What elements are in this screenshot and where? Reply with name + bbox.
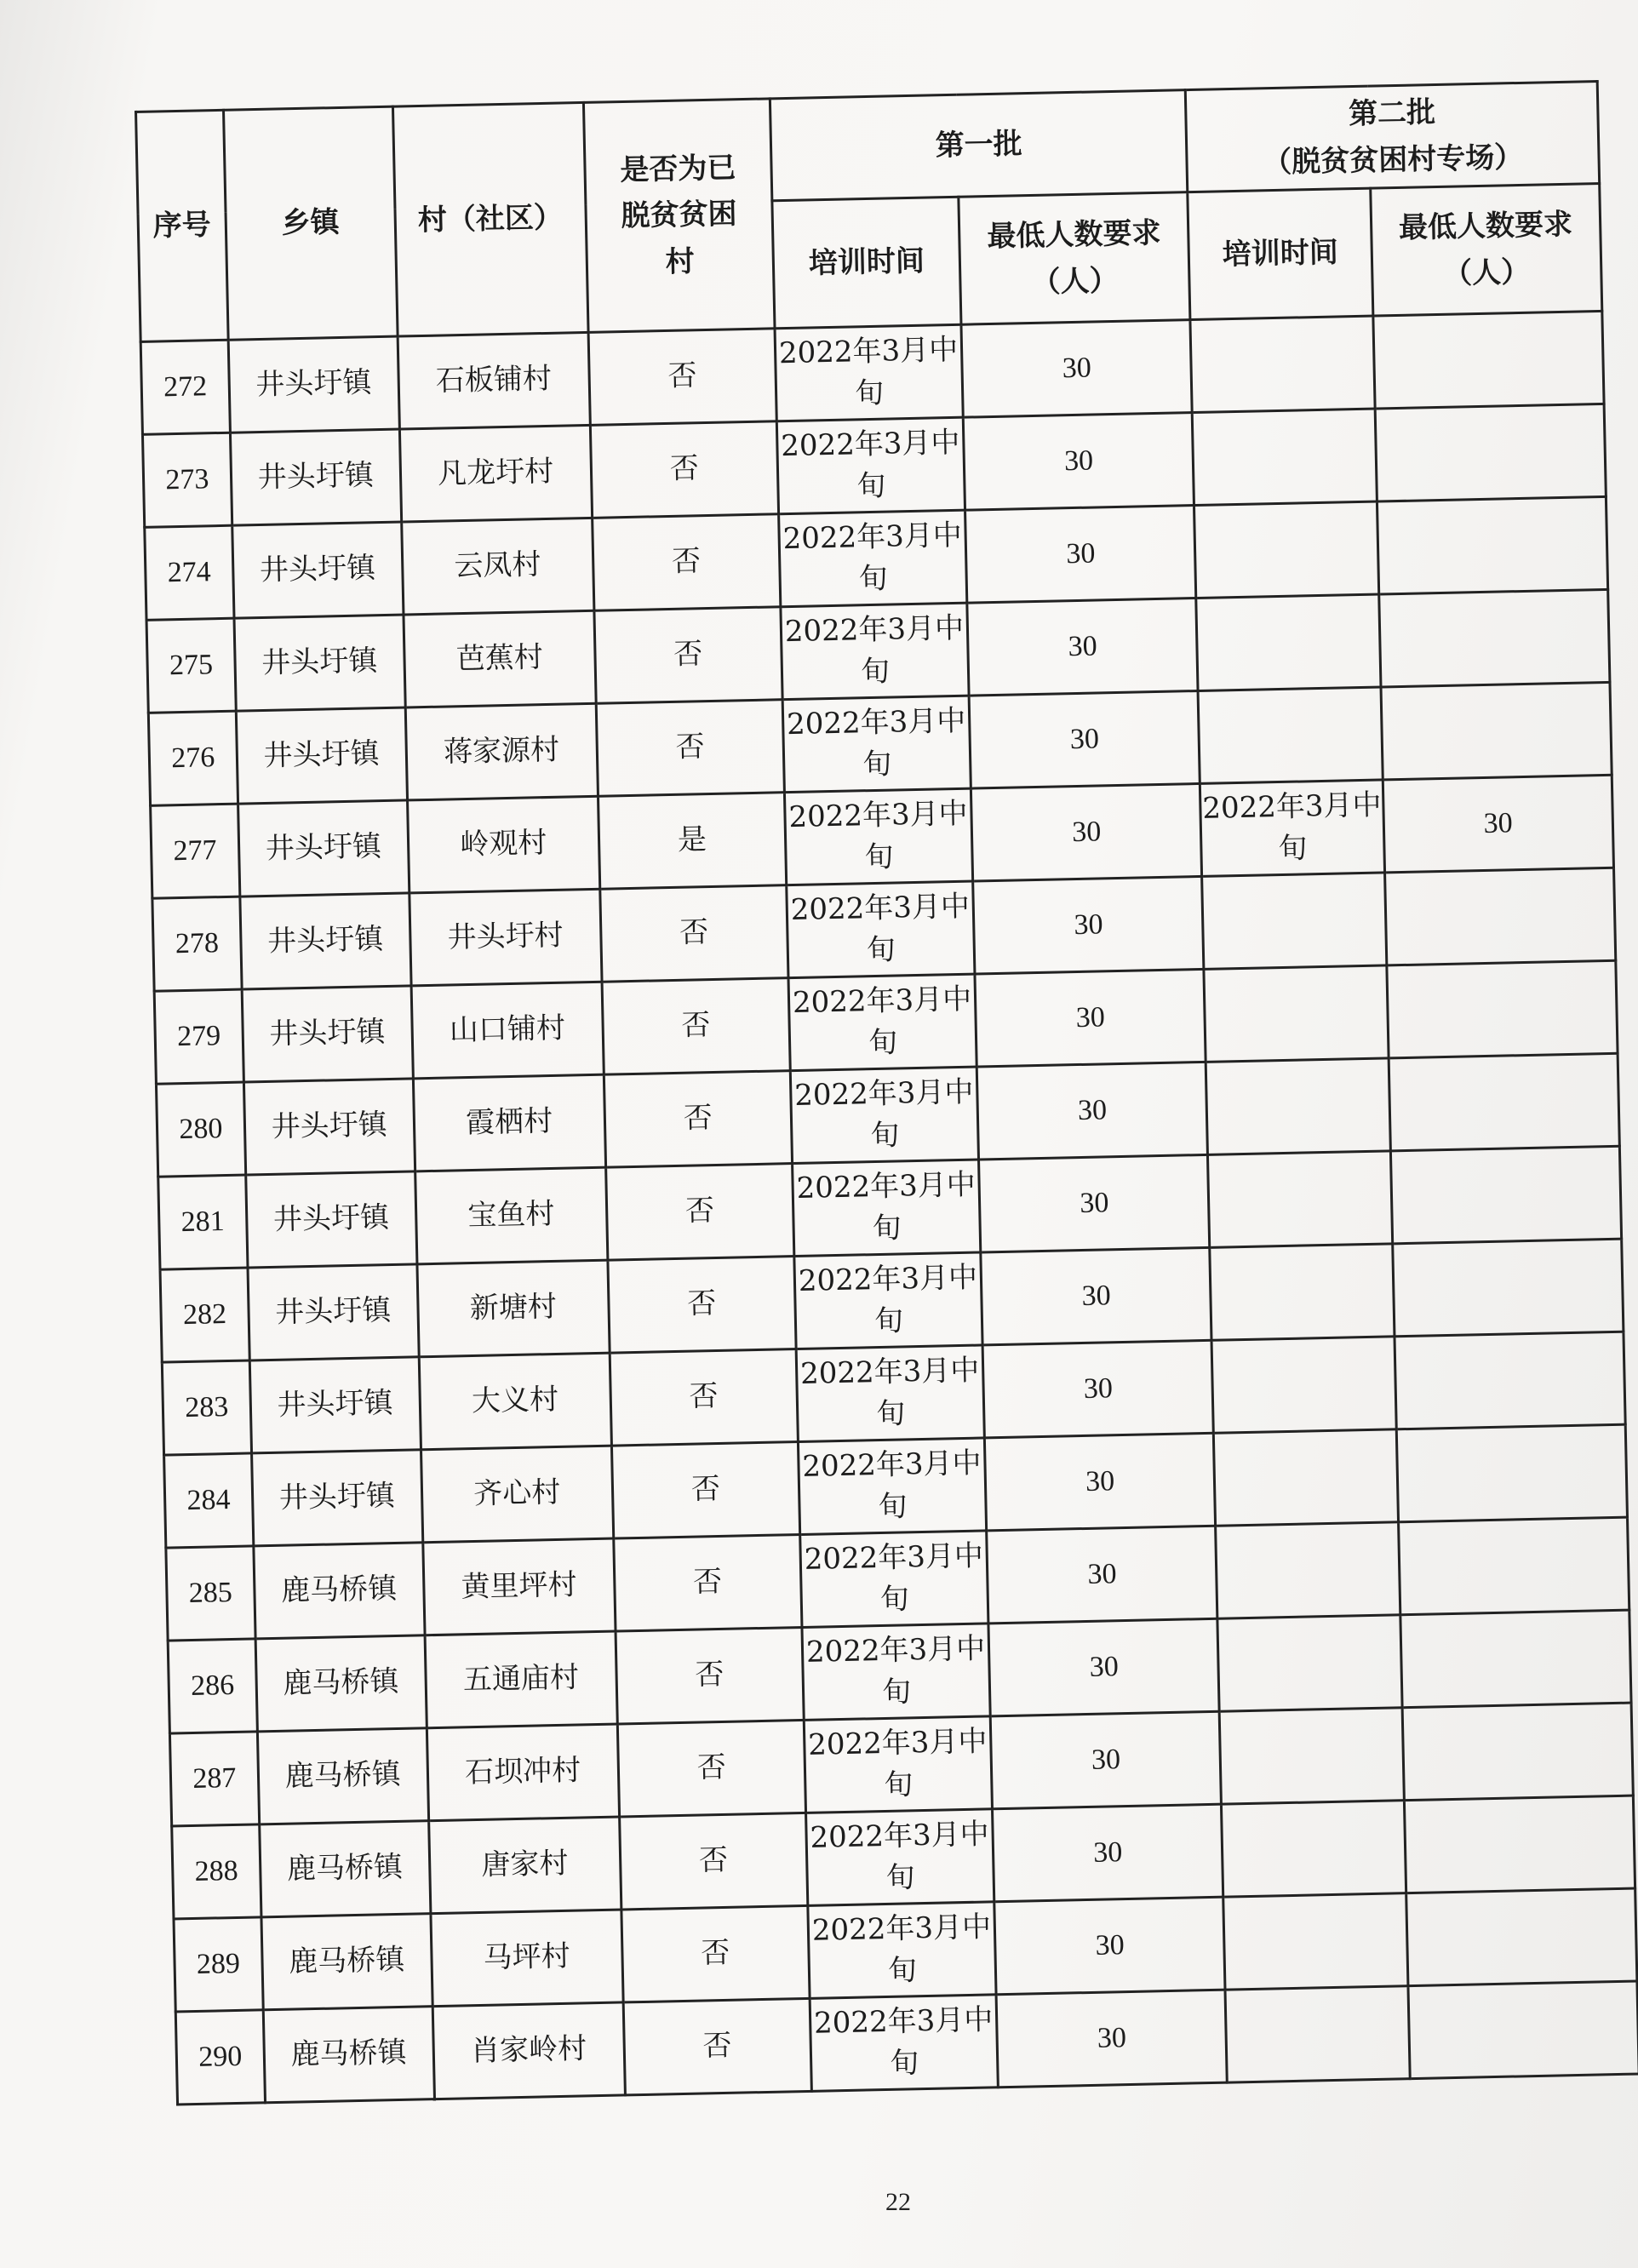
row-village: 马坪村 <box>431 1910 623 2007</box>
row-min-people-1: 30 <box>963 413 1194 511</box>
row-seq: 287 <box>169 1732 259 1826</box>
row-poverty-flag: 否 <box>613 1534 801 1631</box>
row-train-time-2 <box>1202 873 1386 969</box>
row-village: 岭观村 <box>407 796 599 893</box>
row-train-time-1: 2022年3月中旬 <box>808 1902 996 1999</box>
row-train-time-2 <box>1216 1522 1400 1618</box>
row-min-people-2 <box>1400 1610 1631 1708</box>
row-poverty-flag: 否 <box>616 1627 804 1724</box>
row-town: 井头圩镇 <box>251 1450 422 1546</box>
row-poverty-flag: 否 <box>590 421 778 518</box>
row-poverty-flag: 是 <box>598 793 786 890</box>
row-seq: 273 <box>142 432 232 527</box>
row-min-people-1: 30 <box>979 1154 1211 1252</box>
row-min-people-2 <box>1392 1239 1624 1337</box>
row-min-people-2 <box>1377 496 1608 594</box>
row-train-time-1: 2022年3月中旬 <box>784 788 972 885</box>
row-train-time-2 <box>1193 409 1377 505</box>
row-village: 云凤村 <box>401 518 593 615</box>
row-train-time-1: 2022年3月中旬 <box>804 1716 992 1813</box>
row-min-people-2 <box>1372 311 1604 409</box>
row-town: 鹿马桥镇 <box>263 2007 434 2103</box>
row-min-people-1: 30 <box>981 1247 1212 1345</box>
row-town: 井头圩镇 <box>238 800 409 896</box>
row-seq: 278 <box>152 896 242 991</box>
row-min-people-1: 30 <box>975 969 1206 1067</box>
row-town: 鹿马桥镇 <box>259 1821 430 1917</box>
row-min-people-1: 30 <box>965 506 1197 604</box>
row-train-time-2: 2022年3月中旬 <box>1200 780 1384 876</box>
row-min-people-1: 30 <box>961 320 1193 418</box>
row-poverty-flag: 否 <box>611 1442 799 1539</box>
row-min-people-2 <box>1375 404 1606 501</box>
row-seq: 289 <box>174 1917 263 2012</box>
row-train-time-2 <box>1220 1708 1404 1804</box>
row-min-people-2 <box>1396 1424 1628 1522</box>
row-town: 井头圩镇 <box>249 1357 421 1453</box>
row-town: 井头圩镇 <box>242 986 413 1082</box>
row-train-time-1: 2022年3月中旬 <box>796 1345 984 1442</box>
row-min-people-1: 30 <box>973 876 1205 974</box>
row-seq: 281 <box>158 1175 248 1269</box>
row-town: 鹿马桥镇 <box>255 1635 427 1732</box>
row-poverty-flag: 否 <box>604 1071 792 1168</box>
row-train-time-2 <box>1211 1337 1395 1433</box>
header-village: 村（社区） <box>392 102 588 336</box>
row-poverty-flag: 否 <box>621 1905 810 2002</box>
row-town: 鹿马桥镇 <box>261 1914 432 2010</box>
row-poverty-flag: 否 <box>592 514 780 611</box>
row-seq: 274 <box>145 525 234 620</box>
row-seq: 280 <box>156 1082 245 1177</box>
row-town: 井头圩镇 <box>240 893 411 989</box>
header-min-people-1: 最低人数要求（人） <box>959 192 1190 325</box>
row-seq: 279 <box>154 989 243 1084</box>
row-poverty-flag: 否 <box>608 1257 796 1354</box>
row-min-people-2 <box>1408 1981 1638 2079</box>
row-min-people-2 <box>1398 1517 1629 1615</box>
row-train-time-1: 2022年3月中旬 <box>792 1160 980 1257</box>
row-train-time-1: 2022年3月中旬 <box>776 417 965 514</box>
row-train-time-1: 2022年3月中旬 <box>782 696 971 793</box>
training-schedule-table <box>135 80 1638 2106</box>
row-town: 井头圩镇 <box>232 522 403 618</box>
row-train-time-1: 2022年3月中旬 <box>800 1531 988 1628</box>
row-train-time-2 <box>1204 965 1388 1062</box>
row-seq: 276 <box>148 711 238 805</box>
row-poverty-flag: 否 <box>588 329 776 426</box>
row-seq: 285 <box>166 1546 255 1641</box>
row-min-people-2 <box>1386 960 1618 1058</box>
row-village: 五通庙村 <box>425 1631 617 1728</box>
row-train-time-1: 2022年3月中旬 <box>794 1252 982 1349</box>
row-town: 井头圩镇 <box>228 336 399 432</box>
row-village: 石板铺村 <box>398 332 590 429</box>
row-min-people-2 <box>1390 1146 1622 1244</box>
row-train-time-1: 2022年3月中旬 <box>788 974 976 1071</box>
header-min-people-2: 最低人数要求（人） <box>1370 183 1601 316</box>
row-train-time-1: 2022年3月中旬 <box>790 1067 978 1164</box>
row-min-people-2 <box>1389 1053 1620 1151</box>
row-seq: 288 <box>172 1824 261 1919</box>
row-train-time-2 <box>1217 1615 1401 1711</box>
row-village: 芭蕉村 <box>404 610 596 707</box>
row-train-time-1: 2022年3月中旬 <box>781 603 969 700</box>
table-body <box>140 311 1638 2105</box>
row-min-people-1: 30 <box>987 1526 1218 1624</box>
row-seq: 283 <box>162 1360 251 1455</box>
row-town: 井头圩镇 <box>248 1264 419 1360</box>
row-village: 蒋家源村 <box>405 703 598 800</box>
row-poverty-flag: 否 <box>605 1164 793 1261</box>
row-train-time-2 <box>1206 1058 1390 1154</box>
row-train-time-2 <box>1223 1893 1407 1990</box>
row-poverty-flag: 否 <box>602 978 790 1075</box>
row-train-time-1: 2022年3月中旬 <box>778 510 966 607</box>
row-min-people-2 <box>1402 1703 1634 1801</box>
row-train-time-2 <box>1222 1801 1406 1897</box>
row-seq: 277 <box>151 804 240 898</box>
row-min-people-2 <box>1406 1888 1637 1986</box>
row-min-people-1: 30 <box>969 690 1200 788</box>
header-poverty-flag: 是否为已脱贫贫困村 <box>583 99 775 333</box>
row-train-time-2 <box>1210 1244 1394 1340</box>
row-town: 井头圩镇 <box>243 1079 415 1175</box>
header-batch2 <box>1186 82 1600 192</box>
row-train-time-2 <box>1198 687 1382 783</box>
row-village: 新塘村 <box>417 1260 610 1357</box>
row-min-people-1: 30 <box>993 1804 1224 1902</box>
header-batch1: 第一批 <box>770 90 1188 201</box>
header-town: 乡镇 <box>223 106 398 340</box>
header-train-time-1: 培训时间 <box>772 197 961 329</box>
row-min-people-1: 30 <box>988 1618 1220 1716</box>
row-seq: 272 <box>140 340 230 434</box>
row-poverty-flag: 否 <box>599 885 788 982</box>
row-min-people-2: 30 <box>1383 775 1614 873</box>
row-train-time-1: 2022年3月中旬 <box>805 1809 994 1906</box>
row-train-time-2 <box>1225 1986 1409 2082</box>
row-village: 黄里坪村 <box>422 1538 615 1635</box>
row-town: 井头圩镇 <box>245 1171 416 1268</box>
row-village: 大义村 <box>419 1353 611 1450</box>
row-min-people-1: 30 <box>994 1897 1226 1995</box>
row-min-people-2 <box>1384 868 1616 965</box>
row-town: 井头圩镇 <box>230 429 401 525</box>
row-train-time-2 <box>1194 501 1378 598</box>
row-poverty-flag: 否 <box>596 700 784 797</box>
row-poverty-flag: 否 <box>610 1349 798 1446</box>
row-village: 井头圩村 <box>409 889 601 986</box>
row-train-time-1: 2022年3月中旬 <box>802 1624 990 1721</box>
row-poverty-flag: 否 <box>623 1998 811 2095</box>
row-town: 鹿马桥镇 <box>254 1543 425 1639</box>
row-seq: 275 <box>146 618 236 713</box>
row-min-people-1: 30 <box>996 1990 1228 2088</box>
row-min-people-2 <box>1395 1332 1626 1429</box>
row-train-time-1: 2022年3月中旬 <box>787 881 975 978</box>
row-min-people-2 <box>1378 589 1610 687</box>
row-seq: 284 <box>164 1453 254 1548</box>
row-train-time-2 <box>1214 1429 1398 1526</box>
row-village: 齐心村 <box>421 1446 613 1543</box>
header-batch2-subtitle: （脱贫贫困村专场） <box>1262 140 1524 180</box>
row-train-time-2 <box>1208 1151 1392 1247</box>
row-min-people-1: 30 <box>971 783 1202 881</box>
row-village: 肖家岭村 <box>432 2002 625 2099</box>
row-village: 石坝冲村 <box>427 1724 619 1821</box>
row-min-people-1: 30 <box>967 598 1199 696</box>
header-train-time-2: 培训时间 <box>1188 188 1372 319</box>
row-train-time-2 <box>1196 594 1380 690</box>
table-header <box>136 82 1602 342</box>
header-seq: 序号 <box>136 110 228 341</box>
row-village: 宝鱼村 <box>415 1167 607 1264</box>
row-min-people-1: 30 <box>990 1711 1222 1809</box>
row-min-people-1: 30 <box>984 1433 1216 1531</box>
row-min-people-2 <box>1404 1796 1635 1893</box>
row-train-time-2 <box>1190 316 1374 412</box>
row-train-time-1: 2022年3月中旬 <box>775 324 963 421</box>
row-seq: 290 <box>175 2010 265 2105</box>
row-village: 山口铺村 <box>411 982 604 1079</box>
row-village: 凡龙圩村 <box>399 425 592 522</box>
row-village: 霞栖村 <box>413 1074 605 1171</box>
row-town: 鹿马桥镇 <box>257 1728 428 1824</box>
row-poverty-flag: 否 <box>594 607 782 704</box>
row-min-people-1: 30 <box>976 1062 1208 1160</box>
header-batch2-title: 第二批 <box>1348 95 1436 132</box>
row-poverty-flag: 否 <box>619 1813 807 1910</box>
row-poverty-flag: 否 <box>617 1720 805 1817</box>
row-min-people-2 <box>1381 682 1612 780</box>
row-train-time-1: 2022年3月中旬 <box>810 1995 998 2092</box>
row-seq: 282 <box>160 1268 249 1362</box>
row-min-people-1: 30 <box>982 1340 1214 1438</box>
page-number: 22 <box>885 2188 911 2216</box>
row-seq: 286 <box>168 1639 257 1733</box>
row-town: 井头圩镇 <box>236 707 407 804</box>
row-town: 井头圩镇 <box>234 615 405 711</box>
row-train-time-1: 2022年3月中旬 <box>798 1438 986 1535</box>
row-village: 唐家村 <box>428 1817 621 1914</box>
